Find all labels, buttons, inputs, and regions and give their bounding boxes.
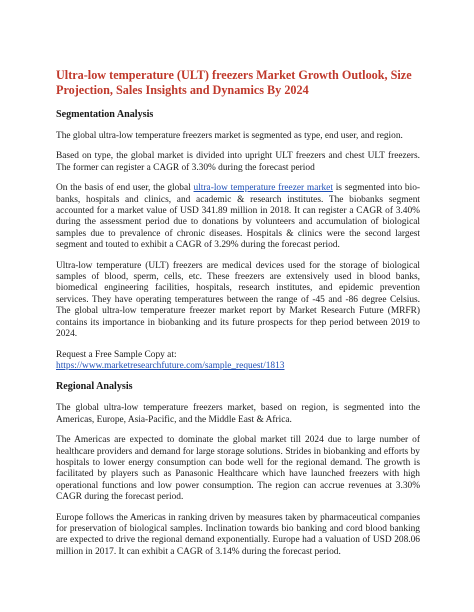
- document-title: Ultra-low temperature (ULT) freezers Market Growth Outlook, Size Projection, Sales Insights and Dynamics By 2024: [56, 68, 412, 97]
- paragraph-3-text-after: is segmented into bio-banks, hospitals and clinics, and academic & research institutes. The biobanks segment accounted for a market value of USD 341.89 million in 2018. It can register a CAGR of 3.40% during the assessment period due to donations by volunteers and accumulation of biological samples due to prevalence of chronic diseases. Hospitals & clinics were the second largest segment and touted to exhibit a CAGR of 3.29% during the forecast period.: [56, 183, 420, 251]
- regional-paragraph-2: The Americas are expected to dominate the global market till 2024 due to large number of healthcare providers and demand for large storage solutions. Strides in biobanking and efforts by hospitals to lower energy consumption can bode well for the regional demand. The growth is facilitated by players such as Panasonic Healthcare which have launched freezers with high operational functions and low power consumption. The region can accrue revenues at 3.30% CAGR during the forecast period.: [56, 435, 420, 503]
- segmentation-paragraph-4: Ultra-low temperature (ULT) freezers are medical devices used for the storage of biological samples of blood, sperm, cells, etc. These freezers are extensively used in blood banks, biomedical engineering facilities, hospitals, research institutes, and epidemic prevention services. They have operating temperatures between the range of -45 and -86 degree Celsius. The global ultra-low temperature freezer market report by Market Research Future (MRFR) contains its importance in biobanking and its future prospects for thep period between 2019 to 2024.: [56, 260, 420, 340]
- segmentation-paragraph-2: Based on type, the global market is divided into upright ULT freezers and chest ULT freezers. The former can register a CAGR of 3.30% during the forecast period: [56, 151, 420, 173]
- regional-heading: Regional Analysis: [56, 381, 133, 393]
- sample-request: [56, 350, 420, 373]
- segmentation-paragraph-1: The global ultra-low temperature freezers market is segmented as type, end user, and region.: [56, 131, 403, 141]
- sample-request-label: Request a Free Sample Copy at:: [56, 349, 177, 360]
- segmentation-paragraph-3: [56, 183, 420, 251]
- regional-paragraph-3: Europe follows the Americas in ranking driven by measures taken by pharmaceutical companies for preservation of biological samples. Inclination towards bio banking and cord blood banking are expected to drive the regional demand exponentially. Europe had a valuation of USD 208.06 million in 2017. It can exhibit a CAGR of 3.14% during the forecast period.: [56, 512, 420, 557]
- sample-request-link[interactable]: https://www.marketresearchfuture.com/sample_request/1813: [56, 360, 285, 371]
- regional-paragraph-1: The global ultra-low temperature freezers market, based on region, is segmented into the Americas, Europe, Asia-Pacific, and the Middle East & Africa.: [56, 403, 420, 425]
- paragraph-3-text-before: On the basis of end user, the global: [56, 183, 194, 194]
- market-report-link[interactable]: ultra-low temperature freezer market: [193, 183, 333, 194]
- segmentation-heading: Segmentation Analysis: [56, 109, 154, 120]
- document-body: [56, 68, 420, 567]
